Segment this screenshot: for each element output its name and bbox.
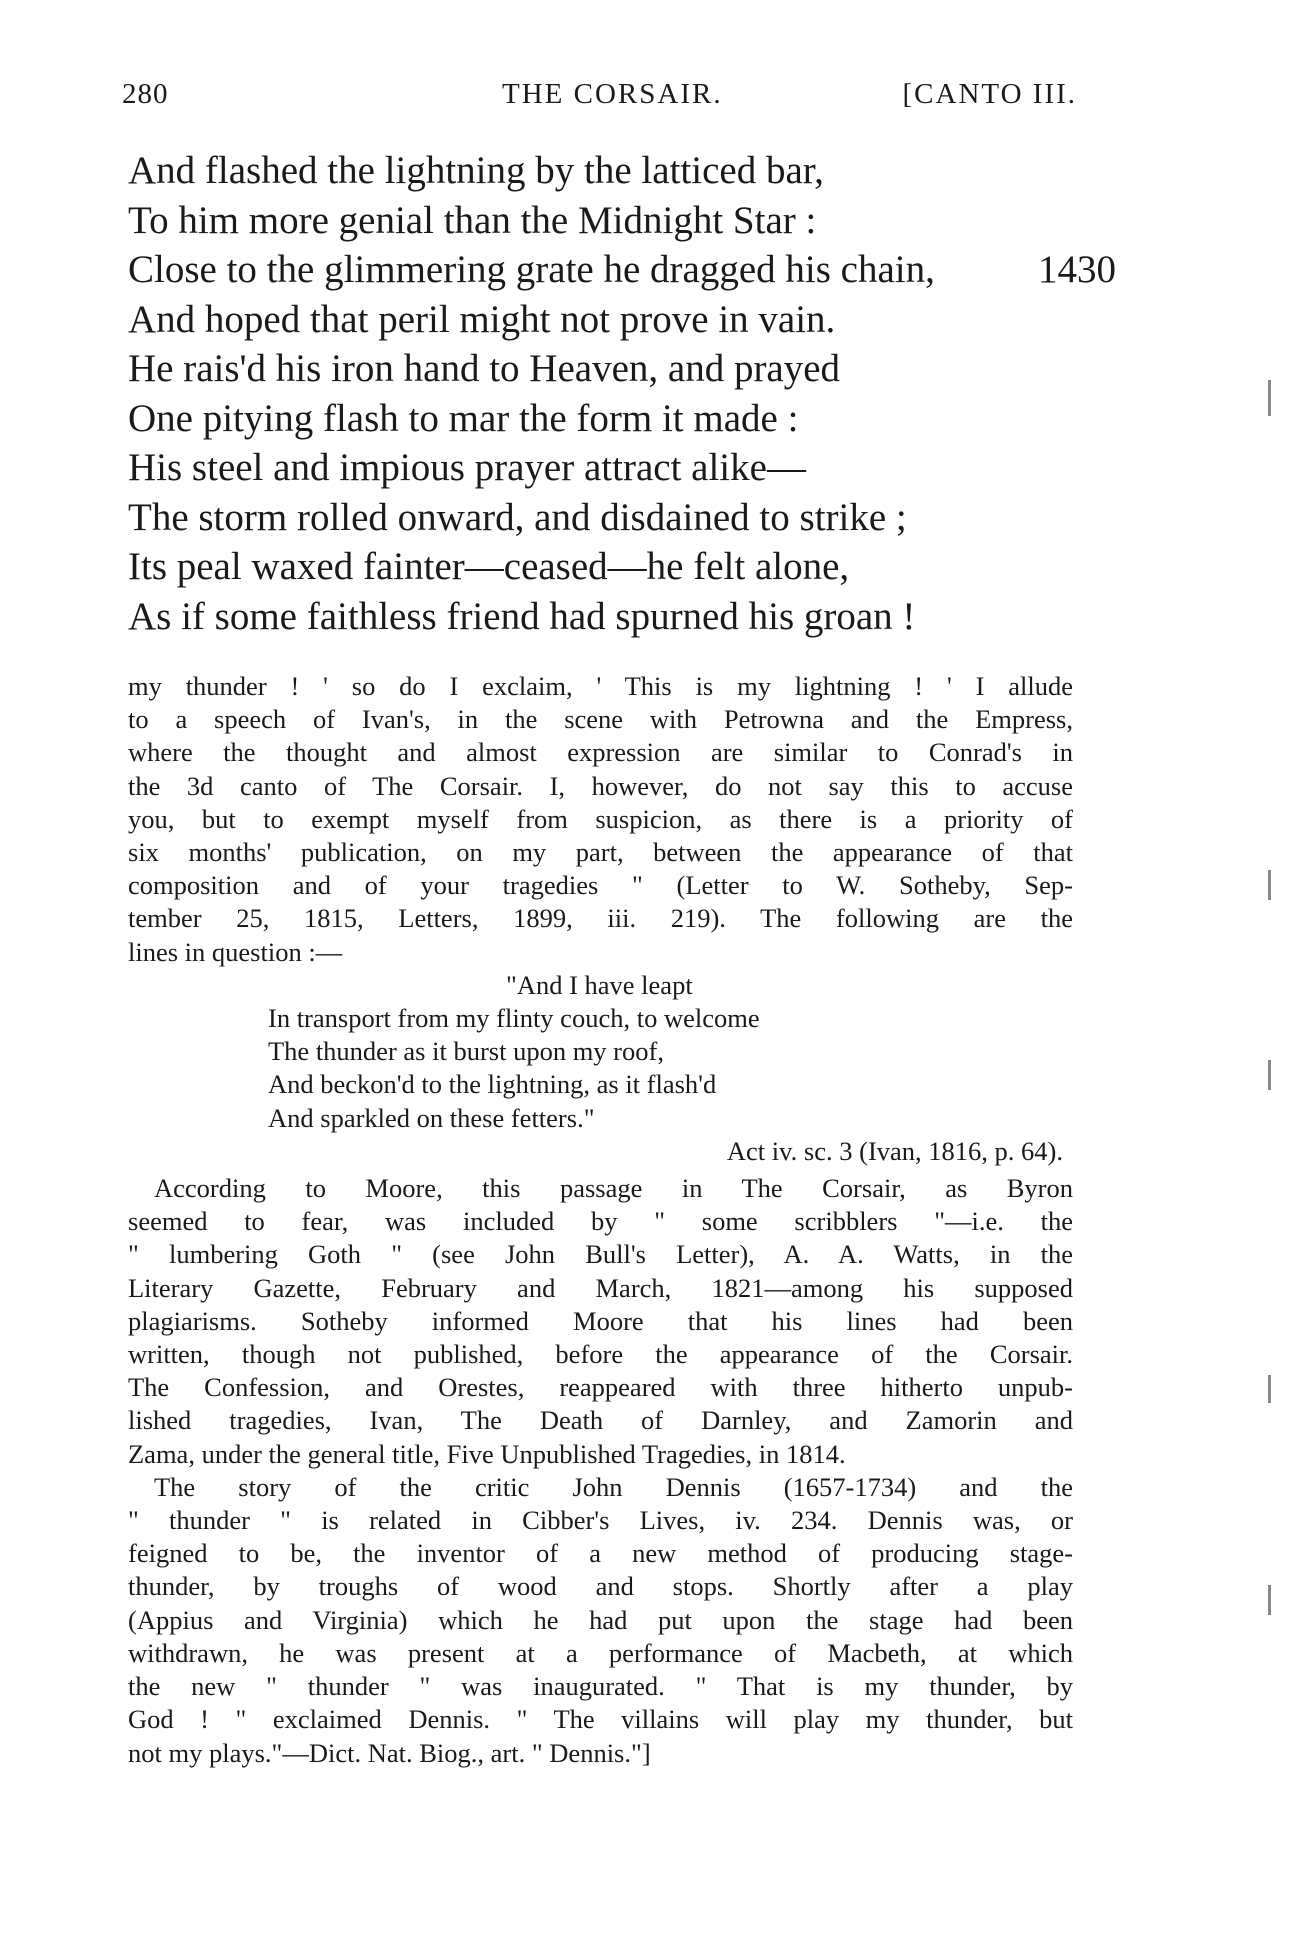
- note-line: to a speech of Ivan's, in the scene with Petrowna and the Empress,: [128, 704, 1073, 735]
- note-line: withdrawn, he was present at a performance of Macbeth, at which: [128, 1637, 1073, 1668]
- note-line: composition and of your tragedies " (Letter to W. Sotheby, Sep-: [128, 870, 1073, 901]
- note-line: " thunder " is related in Cibber's Lives, iv. 234. Dennis was, or: [128, 1505, 1073, 1536]
- quote-attribution: Act iv. sc. 3 (Ivan, 1816, p. 64).: [726, 1135, 1063, 1166]
- poem-line: The storm rolled onward, and disdained to strike ;: [128, 495, 907, 539]
- quote-line: And sparkled on these fetters.": [268, 1102, 595, 1133]
- note-line: (Appius and Virginia) which he had put upon the stage had been: [128, 1604, 1073, 1635]
- poem-stanza: [128, 146, 1116, 641]
- note-line: the new " thunder " was inaugurated. " That is my thunder, by: [128, 1671, 1073, 1702]
- running-header: [122, 78, 1077, 118]
- note-line: my thunder ! ' so do I exclaim, ' This is my lightning ! ' I allude: [128, 671, 1073, 701]
- poem-line: As if some faithless friend had spurned his groan !: [128, 594, 916, 638]
- footnotes: [128, 670, 1073, 1770]
- page-edge-mark: [1268, 1585, 1271, 1615]
- note-line: not my plays."—Dict. Nat. Biog., art. " Dennis."]: [128, 1737, 651, 1768]
- note-line: God ! " exclaimed Dennis. " The villains will play my thunder, but: [128, 1704, 1073, 1735]
- poem-line: And hoped that peril might not prove in vain.: [128, 297, 836, 341]
- note-paragraph: [128, 670, 1073, 969]
- quote-line: "And I have leapt: [506, 969, 693, 1000]
- quote-line: In transport from my flinty couch, to welcome: [268, 1003, 760, 1034]
- note-line: lines in question :—: [128, 936, 343, 967]
- poem-line: One pitying flash to mar the form it made :: [128, 396, 799, 440]
- poem-line: Its peal waxed fainter—ceased—he felt alone,: [128, 545, 850, 588]
- note-line: lished tragedies, Ivan, The Death of Darnley, and Zamorin and: [128, 1405, 1073, 1436]
- note-line: you, but to exempt myself from suspicion, as there is a priority of: [128, 803, 1073, 834]
- note-line: tember 25, 1815, Letters, 1899, iii. 219). The following are the: [128, 903, 1073, 934]
- quote-line: The thunder as it burst upon my roof,: [268, 1036, 664, 1067]
- note-line: The story of the critic John Dennis (1657-1734) and the: [154, 1471, 1073, 1502]
- poem-line: His steel and impious prayer attract alike—: [128, 446, 806, 489]
- poem-line: He rais'd his iron hand to Heaven, and prayed: [128, 347, 841, 390]
- poem-line: And flashed the lightning by the latticed bar,: [128, 149, 824, 192]
- note-line: The Confession, and Orestes, reappeared with three hitherto unpub-: [128, 1372, 1073, 1403]
- note-line: the 3d canto of The Corsair. I, however, do not say this to accuse: [128, 770, 1073, 801]
- line-number: 1430: [1038, 248, 1116, 291]
- page-edge-mark: [1268, 1060, 1271, 1090]
- canto-label: [CANTO III.: [902, 78, 1077, 110]
- poem-line: To him more genial than the Midnight Star :: [128, 198, 817, 242]
- note-line: six months' publication, on my part, between the appearance of that: [128, 837, 1073, 868]
- note-line: feigned to be, the inventor of a new method of producing stage-: [128, 1538, 1073, 1569]
- note-paragraph: [128, 1471, 1073, 1770]
- page-edge-mark: [1268, 870, 1271, 900]
- poem-line: Close to the glimmering grate he dragged his chain, 1430: [128, 245, 1088, 295]
- page-number: 280: [122, 78, 169, 110]
- note-line: plagiarisms. Sotheby informed Moore that his lines had been: [128, 1305, 1073, 1336]
- note-line: Zama, under the general title, Five Unpublished Tragedies, in 1814.: [128, 1438, 846, 1469]
- note-line: According to Moore, this passage in The Corsair, as Byron: [154, 1173, 1073, 1204]
- page-edge-mark: [1268, 1375, 1271, 1403]
- block-quote: [128, 969, 1073, 1168]
- note-line: seemed to fear, was included by " some scribblers "—i.e. the: [128, 1206, 1073, 1237]
- note-paragraph: [128, 1172, 1073, 1471]
- note-line: Literary Gazette, February and March, 1821—among his supposed: [128, 1272, 1073, 1303]
- note-line: where the thought and almost expression are similar to Conrad's in: [128, 737, 1073, 768]
- note-line: written, though not published, before the appearance of the Corsair.: [128, 1339, 1073, 1370]
- running-title: THE CORSAIR.: [502, 78, 723, 110]
- note-line: " lumbering Goth " (see John Bull's Letter), A. A. Watts, in the: [128, 1239, 1073, 1270]
- quote-line: And beckon'd to the lightning, as it flash'd: [268, 1069, 717, 1100]
- page-edge-mark: [1268, 380, 1271, 416]
- note-line: thunder, by troughs of wood and stops. Shortly after a play: [128, 1571, 1073, 1602]
